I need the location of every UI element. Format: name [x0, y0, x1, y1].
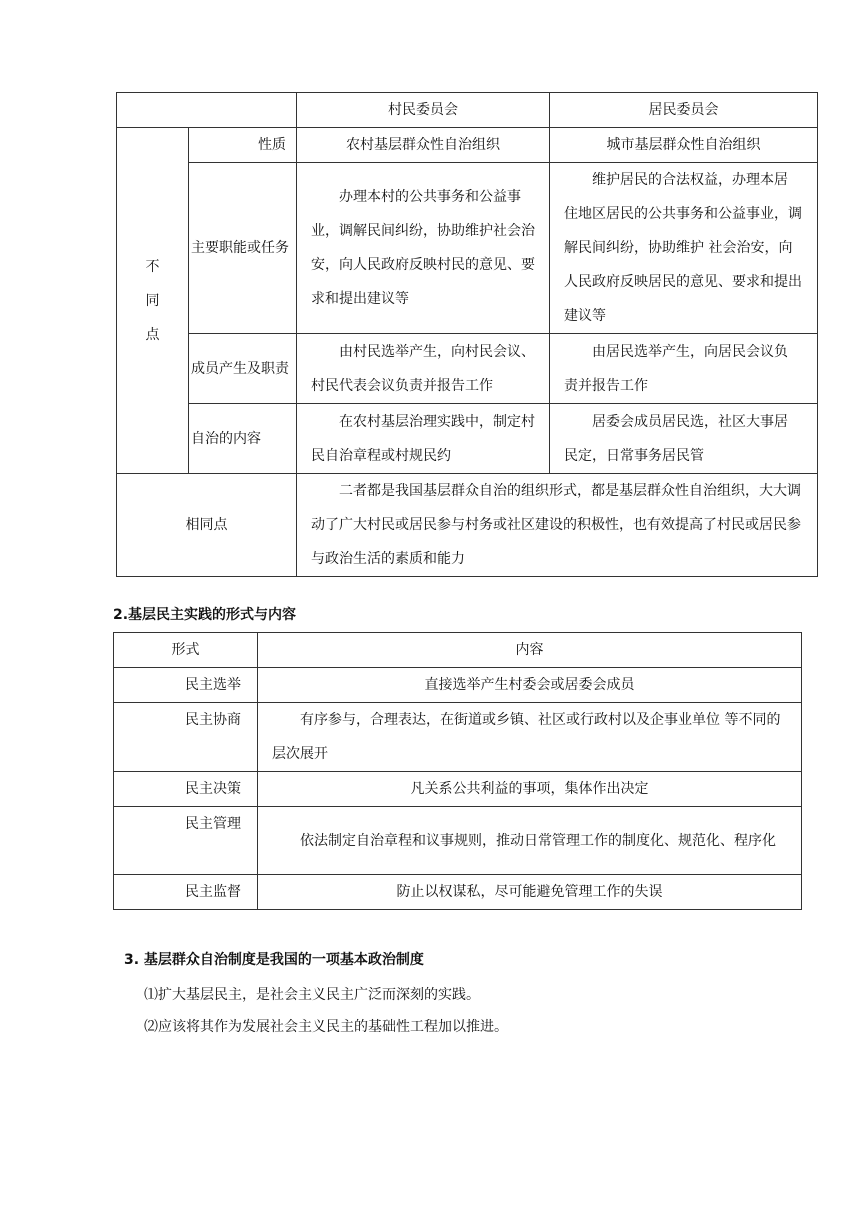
header-content: 内容 [258, 633, 802, 668]
row-label-nature: 性质 [189, 128, 297, 163]
differences-group-label: 不 同 点 [117, 128, 189, 474]
cell-resident-members: 由居民选举产生，向居民会议负 责并报告工作 [550, 334, 818, 404]
section3-item-1: ⑴扩大基层民主，是社会主义民主广泛而深刻的实践。 [144, 987, 480, 1003]
header-resident-committee: 居民委员会 [550, 93, 818, 128]
form-consultation: 民主协商 [114, 703, 258, 772]
cell-resident-nature: 城市基层群众性自治组织 [550, 128, 818, 163]
content-management: 依法制定自治章程和议事规则，推动日常管理工作的制度化、规范化、程序化 [258, 807, 802, 875]
row-label-members: 成员产生及职责 [189, 334, 297, 404]
content-consultation: 有序参与，合理表达，在街道或乡镇、社区或行政村以及企事业单位 等不同的层次展开 [258, 703, 802, 772]
content-election: 直接选举产生村委会或居委会成员 [258, 668, 802, 703]
cell-village-autonomy: 在农村基层治理实践中，制定村民自治章程或村规民约 [297, 404, 550, 474]
section3-heading: 3. 基层群众自治制度是我国的一项基本政治制度 [124, 952, 424, 968]
section3-item-2: ⑵应该将其作为发展社会主义民主的基础性工程加以推进。 [144, 1019, 508, 1035]
form-supervision: 民主监督 [114, 875, 258, 910]
democracy-forms-table [113, 632, 802, 910]
cell-village-members: 由村民选举产生，向村民会议、村民代表会议负责并报告工作 [297, 334, 550, 404]
cell-village-functions: 办理本村的公共事务和公益事业，调解民间纠纷，协助维护社会治安，向人民政府反映村民的意见、要求和提出建议等 [297, 163, 550, 334]
cell-village-nature: 农村基层群众性自治组织 [297, 128, 550, 163]
section2-heading: 2.基层民主实践的形式与内容 [113, 607, 297, 623]
form-election: 民主选举 [114, 668, 258, 703]
same-points-text: 二者都是我国基层群众自治的组织形式，都是基层群众性自治组织，大大调动了广大村民或居民参与村务或社区建设的积极性，也有效提高了村民或居民参与政治生活的素质和能力 [297, 474, 818, 577]
header-form: 形式 [114, 633, 258, 668]
form-decision: 民主决策 [114, 772, 258, 807]
row-label-autonomy: 自治的内容 [189, 404, 297, 474]
cell-resident-functions: 维护居民的合法权益，办理本居 住地区居民的公共事务和公益事业，调解民间纠纷，协助维护 社会治安，向人民政府反映居民的意见、要求和提出建议等 [550, 163, 818, 334]
content-decision: 凡关系公共利益的事项，集体作出决定 [258, 772, 802, 807]
row-label-functions: 主要职能或任务 [189, 163, 297, 334]
header-village-committee: 村民委员会 [297, 93, 550, 128]
comparison-table [116, 92, 818, 577]
same-points-label: 相同点 [117, 474, 297, 577]
content-supervision: 防止以权谋私，尽可能避免管理工作的失误 [258, 875, 802, 910]
form-management: 民主管理 [114, 807, 258, 875]
cell-resident-autonomy: 居委会成员居民选，社区大事居 民定，日常事务居民管 [550, 404, 818, 474]
header-empty-cell [117, 93, 297, 128]
